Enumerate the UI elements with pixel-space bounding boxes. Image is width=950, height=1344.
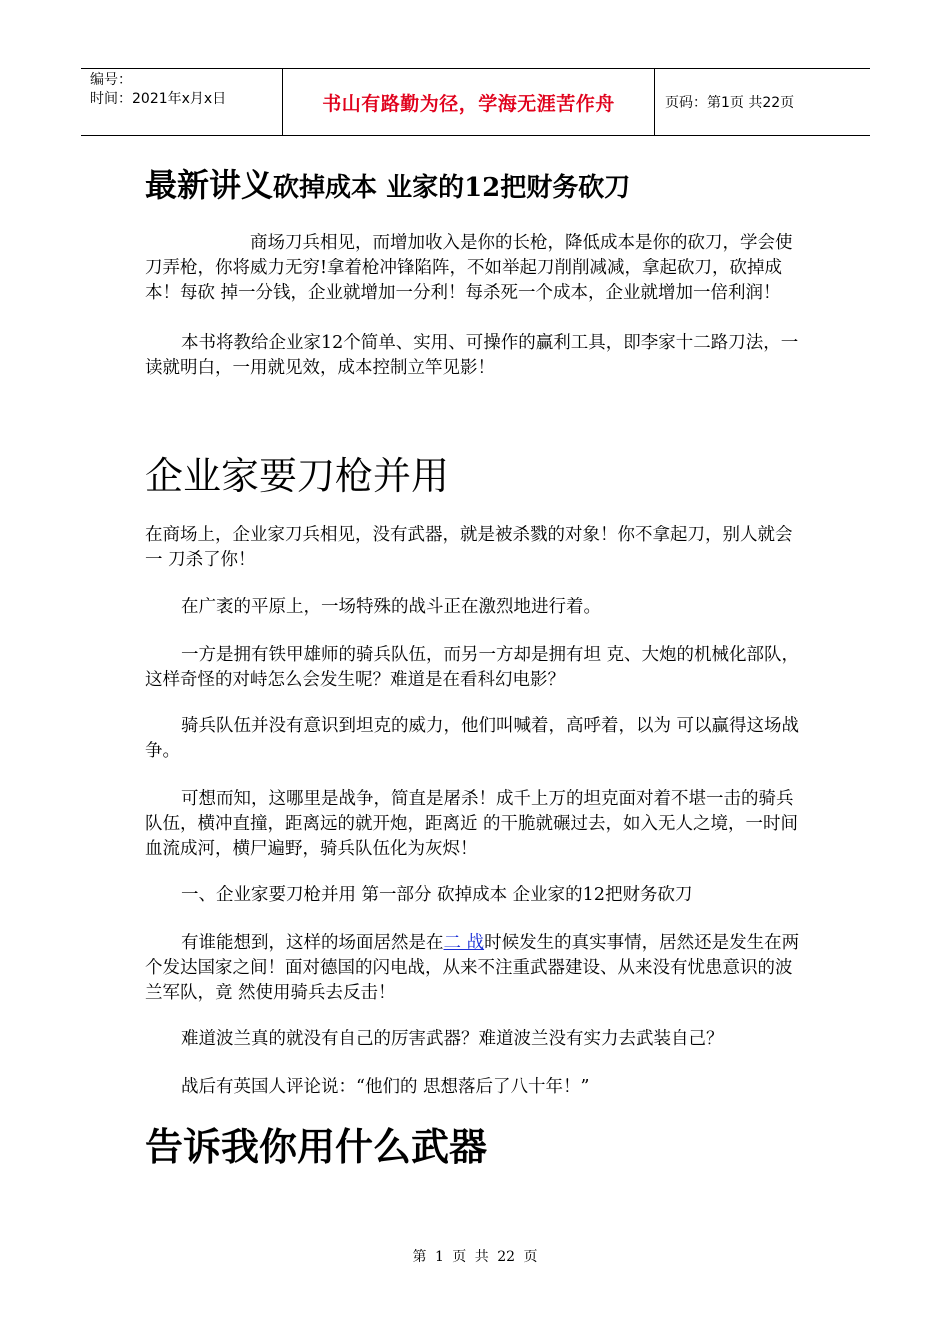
section1-paragraph-7 [145, 931, 807, 1006]
header-motto-cell [282, 69, 655, 135]
intro-paragraph-2: 本书将教给企业家12个简单、实用、可操作的赢利工具，即李家十二路刀法，一读就明白，一用就见效，成本控制立竿见影！ [145, 333, 799, 378]
header-page-info: 页码：第1页 共22页 [665, 95, 795, 111]
intro-paragraph-1: 商场刀兵相见，而增加收入是你的长枪，降低成本是你的砍刀，学会使刀弄枪，你将威力无穷!拿着枪冲锋陷阵，不如举起刀削削减减，拿起砍刀，砍掉成本！每砍 掉一分钱，企业就增加一分利！每杀死一个成本，企业就增加一倍利润！ [145, 233, 793, 303]
header-meta [81, 69, 282, 135]
document-title [145, 165, 630, 208]
section1-paragraph-3: 一方是拥有铁甲雄师的骑兵队伍，而另一方却是拥有坦 克、大炮的机械化部队，这样奇怪的对峙怎么会发生呢？难道是在看科幻电影？ [145, 645, 800, 690]
p7-text-after: 时候发生的真实事情，居然还是发生在两个发达国家之间！面对德国的闪电战，从来不注重武器建设、从来没有忧患意识的波兰军队，竟 然使用骑兵去反击！ [145, 933, 800, 1003]
title-part1: 最新讲义 [145, 166, 274, 204]
document-header [81, 68, 870, 136]
title-part2: 砍掉成本 业家的12把财务砍刀 [273, 173, 631, 203]
page-footer: 第 1 页 共 22 页 [412, 1249, 538, 1265]
section1-paragraph-8: 难道波兰真的就没有自己的厉害武器？难道波兰没有实力去武装自己？ [181, 1029, 724, 1049]
section-heading-1: 企业家要刀枪并用 [145, 454, 450, 498]
section1-paragraph-4: 骑兵队伍并没有意识到坦克的威力，他们叫喊着，高呼着，以为 可以赢得这场战争。 [145, 716, 800, 761]
ww2-link[interactable]: 二 战 [443, 933, 485, 953]
section1-paragraph-5: 可想而知，这哪里是战争，简直是屠杀！成千上万的坦克面对着不堪一击的骑兵队伍，横冲直撞，距离远的就开炮，距离近 的干脆就碾过去，如入无人之境，一时间血流成河，横尸遍野，骑兵队伍化为灰烬！ [145, 789, 799, 859]
section1-paragraph-9: 战后有英国人评论说：“他们的 思想落后了八十年！” [181, 1077, 590, 1097]
section1-paragraph-6: 一、企业家要刀枪并用 第一部分 砍掉成本 企业家的12把财务砍刀 [181, 885, 693, 905]
p7-text-before: 有谁能想到，这样的场面居然是在 [181, 933, 444, 953]
header-motto: 书山有路勤为径，学海无涯苦作舟 [322, 92, 615, 115]
section1-paragraph-2: 在广袤的平原上，一场特殊的战斗正在激烈地进行着。 [181, 597, 601, 617]
number-label: 编号： [90, 72, 132, 88]
section-heading-2: 告诉我你用什么武器 [145, 1124, 488, 1169]
time-label: 时间：2021年x月x日 [90, 91, 227, 107]
section1-paragraph-1: 在商场上，企业家刀兵相见，没有武器，就是被杀戮的对象！你不拿起刀，别人就会一 刀杀了你！ [145, 525, 793, 570]
